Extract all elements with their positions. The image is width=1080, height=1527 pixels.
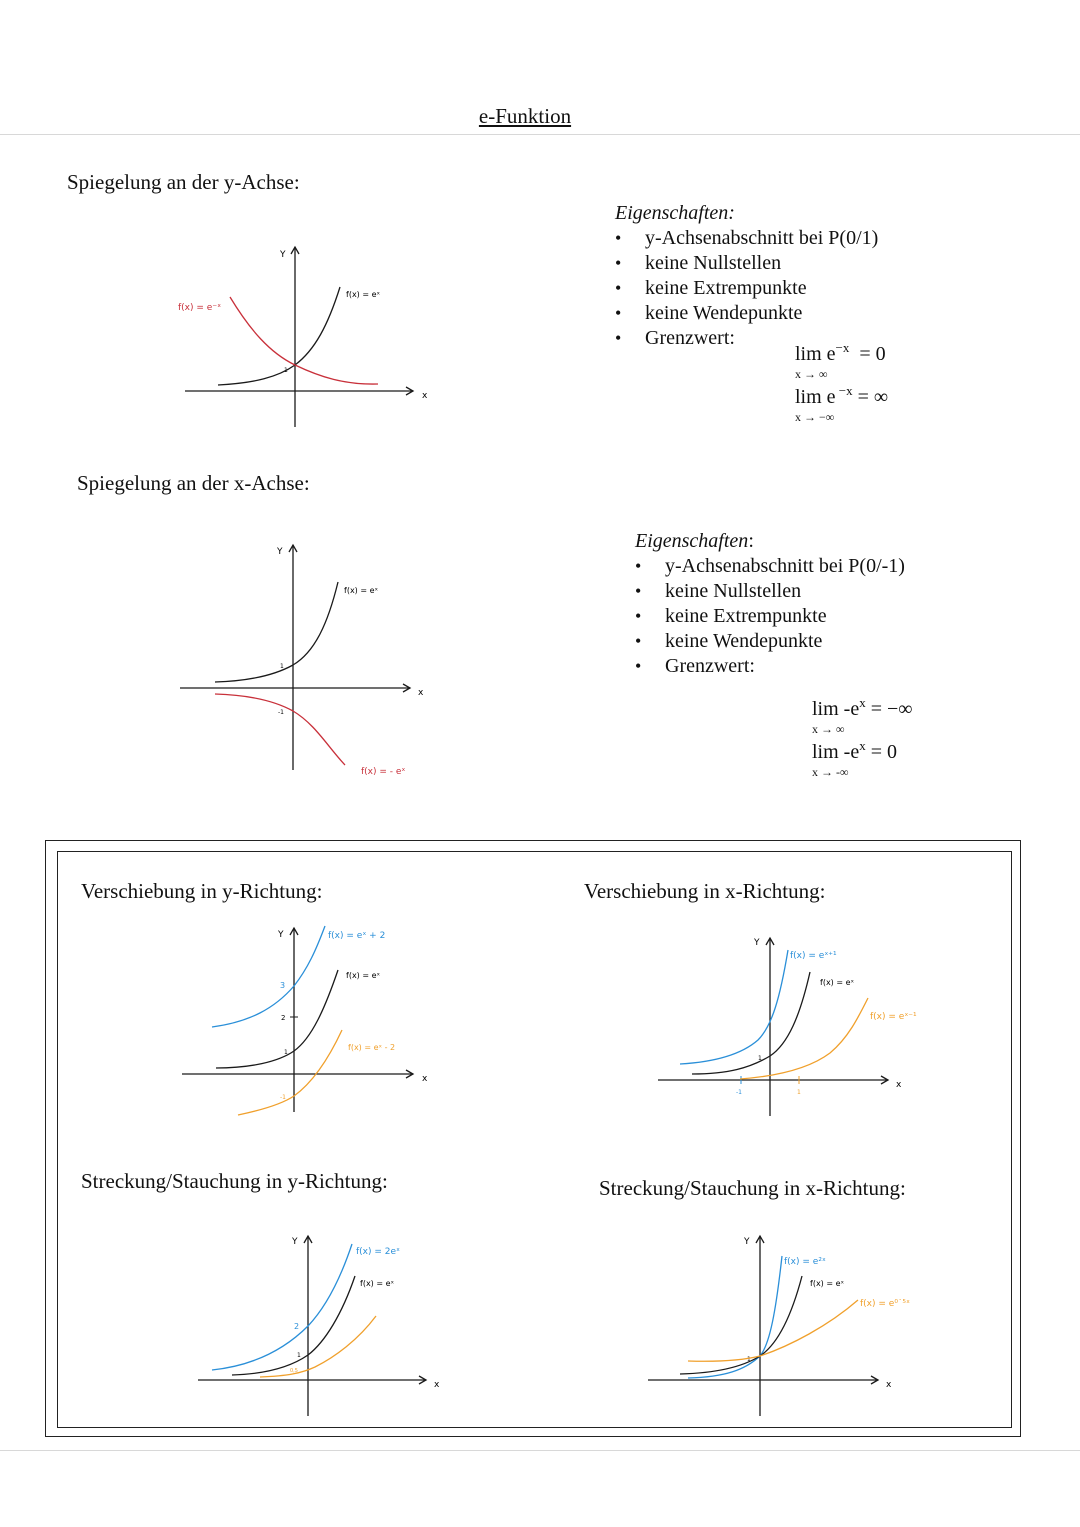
- x-axis-label: x: [418, 688, 424, 698]
- limit-under: x → ∞: [812, 722, 845, 736]
- orange-curve-label: f(x) = eˣ⁻¹: [870, 1012, 917, 1022]
- limit-result: = −∞: [865, 698, 913, 720]
- header-rule: [0, 134, 1080, 135]
- limit-result: = 0: [865, 741, 897, 763]
- properties-title-colon: :: [748, 530, 754, 552]
- list-item: • Grenzwert:: [615, 326, 878, 351]
- x-mirror-heading: Spiegelung an der x-Achse:: [77, 471, 310, 495]
- blue-curve: [212, 926, 325, 1027]
- tick-label-1: 1: [758, 1055, 762, 1062]
- tick-label-minus-1: -1: [280, 1094, 286, 1101]
- list-item: • keine Extrempunkte: [615, 276, 878, 301]
- shift-y-graph: [170, 920, 450, 1120]
- red-curve-label: f(x) = e⁻ˣ: [178, 303, 222, 313]
- list-item: • y-Achsenabschnitt bei P(0/1): [615, 226, 878, 251]
- y-axis-label: Y: [292, 1237, 298, 1247]
- x-mirror-properties: [635, 529, 905, 679]
- tick-label-x-minus-1: -1: [736, 1089, 742, 1096]
- orange-curve-label: f(x) = eˣ - 2: [348, 1043, 396, 1052]
- blue-curve-label: f(x) = 2eˣ: [356, 1247, 401, 1257]
- limit-exponent: x: [859, 738, 866, 753]
- red-curve: [230, 297, 378, 384]
- limit-3: [812, 695, 913, 736]
- limit-exponent: −x: [835, 340, 850, 355]
- y-mirror-heading: Spiegelung an der y-Achse:: [67, 170, 300, 194]
- x-axis-label: x: [422, 391, 428, 401]
- black-curve-label: f(x) = eˣ: [810, 1279, 845, 1288]
- limit-4: [812, 738, 897, 779]
- x-axis-label: x: [434, 1380, 440, 1390]
- limit-under: x → -∞: [812, 765, 849, 779]
- tick-label-x-1: 1: [797, 1089, 801, 1096]
- shift-y-heading: Verschiebung in y-Richtung:: [81, 879, 323, 903]
- y-axis-label: Y: [280, 250, 286, 260]
- stretch-y-graph: [190, 1230, 460, 1420]
- red-curve: [215, 694, 345, 765]
- list-item: • keine Wendepunkte: [615, 301, 878, 326]
- black-curve-label: f(x) = eˣ: [344, 586, 379, 595]
- limit-expr: lim e: [795, 386, 836, 408]
- limit-under: x → −∞: [795, 410, 835, 424]
- shift-x-heading: Verschiebung in x-Richtung:: [584, 879, 826, 903]
- page-title: e-Funktion: [478, 104, 572, 128]
- x-axis-label: x: [896, 1080, 902, 1090]
- black-curve: [218, 287, 340, 385]
- x-axis-label: x: [422, 1074, 428, 1084]
- red-curve-label: f(x) = - eˣ: [361, 767, 406, 777]
- limit-exponent: x: [859, 695, 866, 710]
- tick-label-3: 3: [280, 981, 286, 990]
- limit-result: = 0: [849, 343, 886, 365]
- limit-2: [795, 383, 889, 424]
- limit-1: [795, 340, 886, 381]
- tick-label-2: 2: [294, 1322, 300, 1331]
- black-curve-label: f(x) = eˣ: [360, 1279, 395, 1288]
- stretch-x-graph: [640, 1230, 940, 1420]
- limit-exponent: −x: [835, 383, 853, 398]
- x-axis-label: x: [886, 1380, 892, 1390]
- orange-curve-label: f(x) = e⁰˙⁵ˣ: [860, 1299, 911, 1309]
- tick-label-1: 1: [284, 1049, 288, 1056]
- y-axis-label: Y: [744, 1237, 750, 1247]
- blue-curve: [212, 1244, 352, 1370]
- black-curve-label: f(x) = eˣ: [820, 978, 855, 987]
- orange-curve: [238, 1030, 342, 1115]
- stretch-x-heading: Streckung/Stauchung in x-Richtung:: [599, 1176, 906, 1200]
- list-item: • keine Nullstellen: [635, 579, 905, 604]
- y-mirror-graph: [160, 235, 450, 435]
- properties-title: Eigenschaften:: [615, 202, 735, 224]
- tick-label-minus-1: -1: [278, 709, 284, 716]
- black-curve: [692, 972, 810, 1074]
- limit-result: = ∞: [852, 386, 889, 408]
- blue-curve: [680, 950, 788, 1064]
- y-axis-label: Y: [278, 930, 284, 940]
- limit-expr: lim -e: [812, 698, 860, 720]
- tick-label-1: 1: [747, 1356, 751, 1363]
- y-mirror-properties: [615, 201, 878, 351]
- list-item: • y-Achsenabschnitt bei P(0/-1): [635, 554, 905, 579]
- properties-list: [635, 554, 905, 679]
- tick-label-2: 2: [281, 1014, 286, 1022]
- x-mirror-graph: [160, 535, 450, 785]
- black-curve-label: f(x) = eˣ: [346, 971, 381, 980]
- list-item: • keine Extrempunkte: [635, 604, 905, 629]
- blue-curve-label: f(x) = e²ˣ: [784, 1257, 826, 1267]
- tick-label-1: 1: [280, 663, 284, 670]
- y-axis-label: Y: [754, 938, 760, 948]
- list-item: • keine Wendepunkte: [635, 629, 905, 654]
- list-item: • keine Nullstellen: [615, 251, 878, 276]
- limit-expr: lim e: [795, 343, 836, 365]
- blue-curve-label: f(x) = eˣ + 2: [328, 931, 386, 941]
- black-curve: [216, 970, 338, 1068]
- tick-label-1: 1: [284, 367, 288, 374]
- limit-expr: lim -e: [812, 741, 860, 763]
- footer-rule: [0, 1450, 1080, 1451]
- shift-x-graph: [650, 928, 980, 1123]
- tick-label-1: 1: [297, 1352, 301, 1359]
- limit-under: x → ∞: [795, 367, 828, 381]
- stretch-y-heading: Streckung/Stauchung in y-Richtung:: [81, 1169, 388, 1193]
- black-curve: [215, 582, 338, 682]
- properties-list: [615, 226, 878, 351]
- y-axis-label: Y: [277, 547, 283, 557]
- orange-curve: [688, 1300, 858, 1361]
- black-curve-label: f(x) = eˣ: [346, 290, 381, 299]
- blue-curve-label: f(x) = eˣ⁺¹: [790, 951, 837, 961]
- properties-title: Eigenschaften: [635, 530, 749, 552]
- list-item: • Grenzwert:: [635, 654, 905, 679]
- tick-label-0-5: 0,5: [290, 1368, 298, 1374]
